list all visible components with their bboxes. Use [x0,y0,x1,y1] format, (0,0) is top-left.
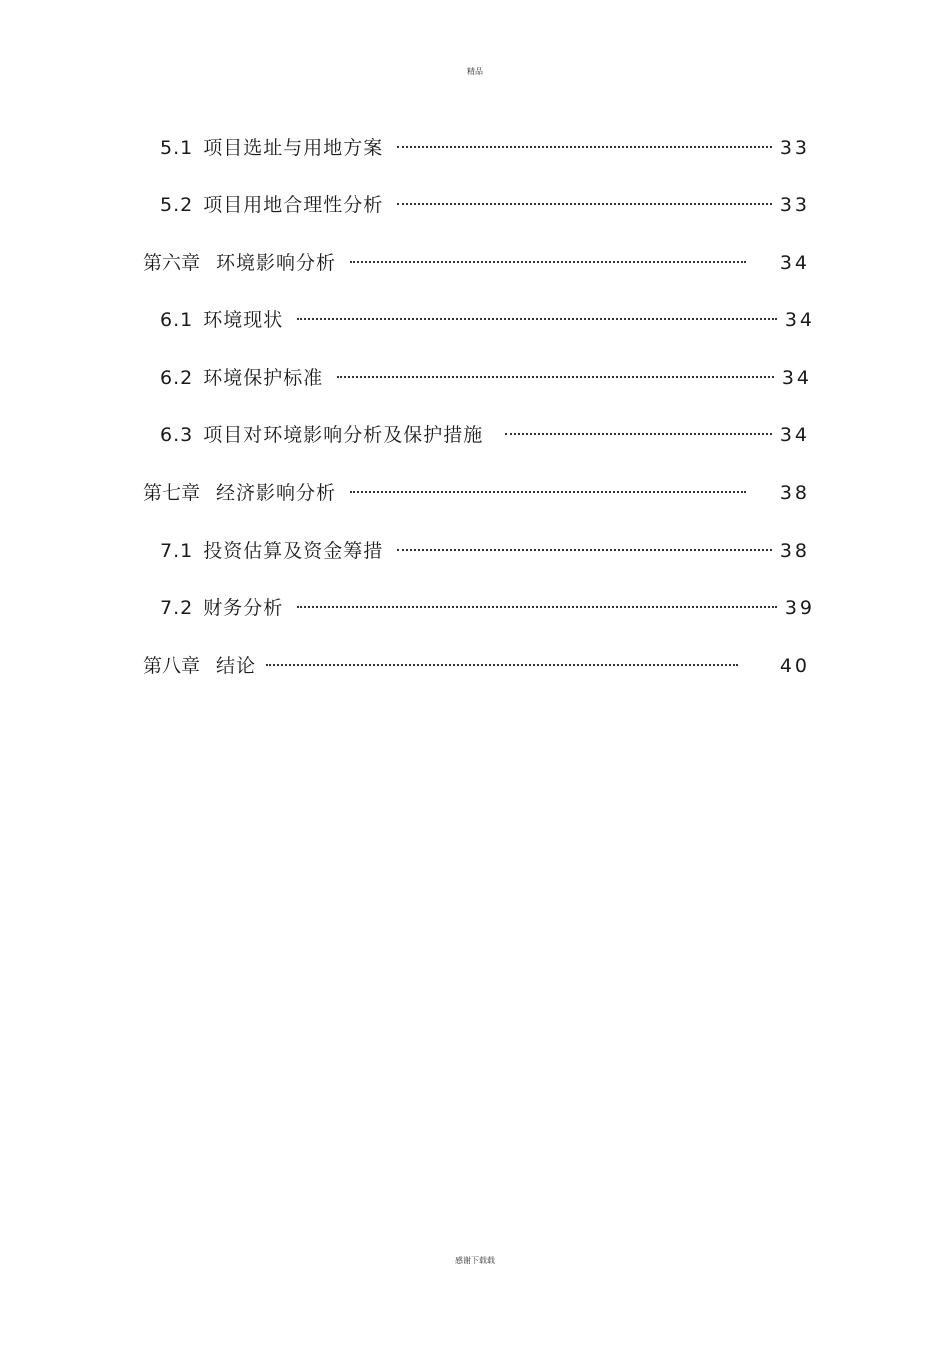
toc-entry-title: 环境保护标准 [203,367,324,389]
toc-dot-leader [505,413,772,441]
toc-dot-leader [397,529,772,557]
toc-entry[interactable] [143,241,810,274]
toc-dot-leader [266,644,738,672]
toc-entry-title: 项目用地合理性分析 [203,194,384,216]
toc-entry-title: 环境现状 [203,309,284,331]
toc-entry-number: 6.3 [160,424,194,446]
toc-entry-number: 第八章 [143,655,201,677]
toc-entry-number: 第六章 [143,252,201,274]
toc-dot-leader [297,586,777,614]
toc-entry-page: 33 [779,137,810,159]
toc-entry-title: 财务分析 [203,597,284,619]
toc-entry[interactable] [160,529,810,562]
page-footer: 感谢下载载 [455,1256,495,1265]
toc-entry-title: 环境影响分析 [216,252,337,274]
toc-entry-title: 结论 [216,655,257,677]
toc-entry-page: 34 [779,424,810,446]
toc-entry-number: 5.1 [160,137,194,159]
toc-entry-number: 第七章 [143,482,201,504]
toc-dot-leader [350,241,746,269]
toc-entry-page: 39 [784,597,815,619]
toc-entry-page: 33 [779,194,810,216]
toc-entry[interactable] [160,126,810,159]
toc-entry-page: 40 [779,655,810,677]
toc-entry-number: 7.2 [160,597,194,619]
toc-dot-leader [350,471,746,499]
toc-entry-number: 6.1 [160,309,194,331]
toc-entry[interactable] [160,413,810,446]
page-header: 精品 [467,67,483,76]
toc-entry-page: 38 [779,540,810,562]
toc-entry-title: 项目选址与用地方案 [203,137,384,159]
toc-entry-title: 投资估算及资金筹措 [203,540,384,562]
toc-entry-page: 34 [779,252,810,274]
toc-entry[interactable] [143,644,810,677]
toc-entry-number: 5.2 [160,194,194,216]
toc-dot-leader [397,183,772,211]
toc-entry-number: 6.2 [160,367,194,389]
toc-entry[interactable] [160,298,815,331]
toc-entry[interactable] [160,586,815,619]
toc-dot-leader [337,356,774,384]
toc-dot-leader [297,298,777,326]
toc-entry[interactable] [143,471,810,504]
toc-entry[interactable] [160,183,810,216]
toc-entry-title: 经济影响分析 [216,482,337,504]
toc-entry-page: 34 [784,309,815,331]
toc-entry-page: 34 [781,367,812,389]
toc-dot-leader [397,126,772,154]
toc-entry-title: 项目对环境影响分析及保护措施 [203,424,484,446]
toc-entry-page: 38 [779,482,810,504]
toc-entry-number: 7.1 [160,540,194,562]
toc-entry[interactable] [160,356,812,389]
